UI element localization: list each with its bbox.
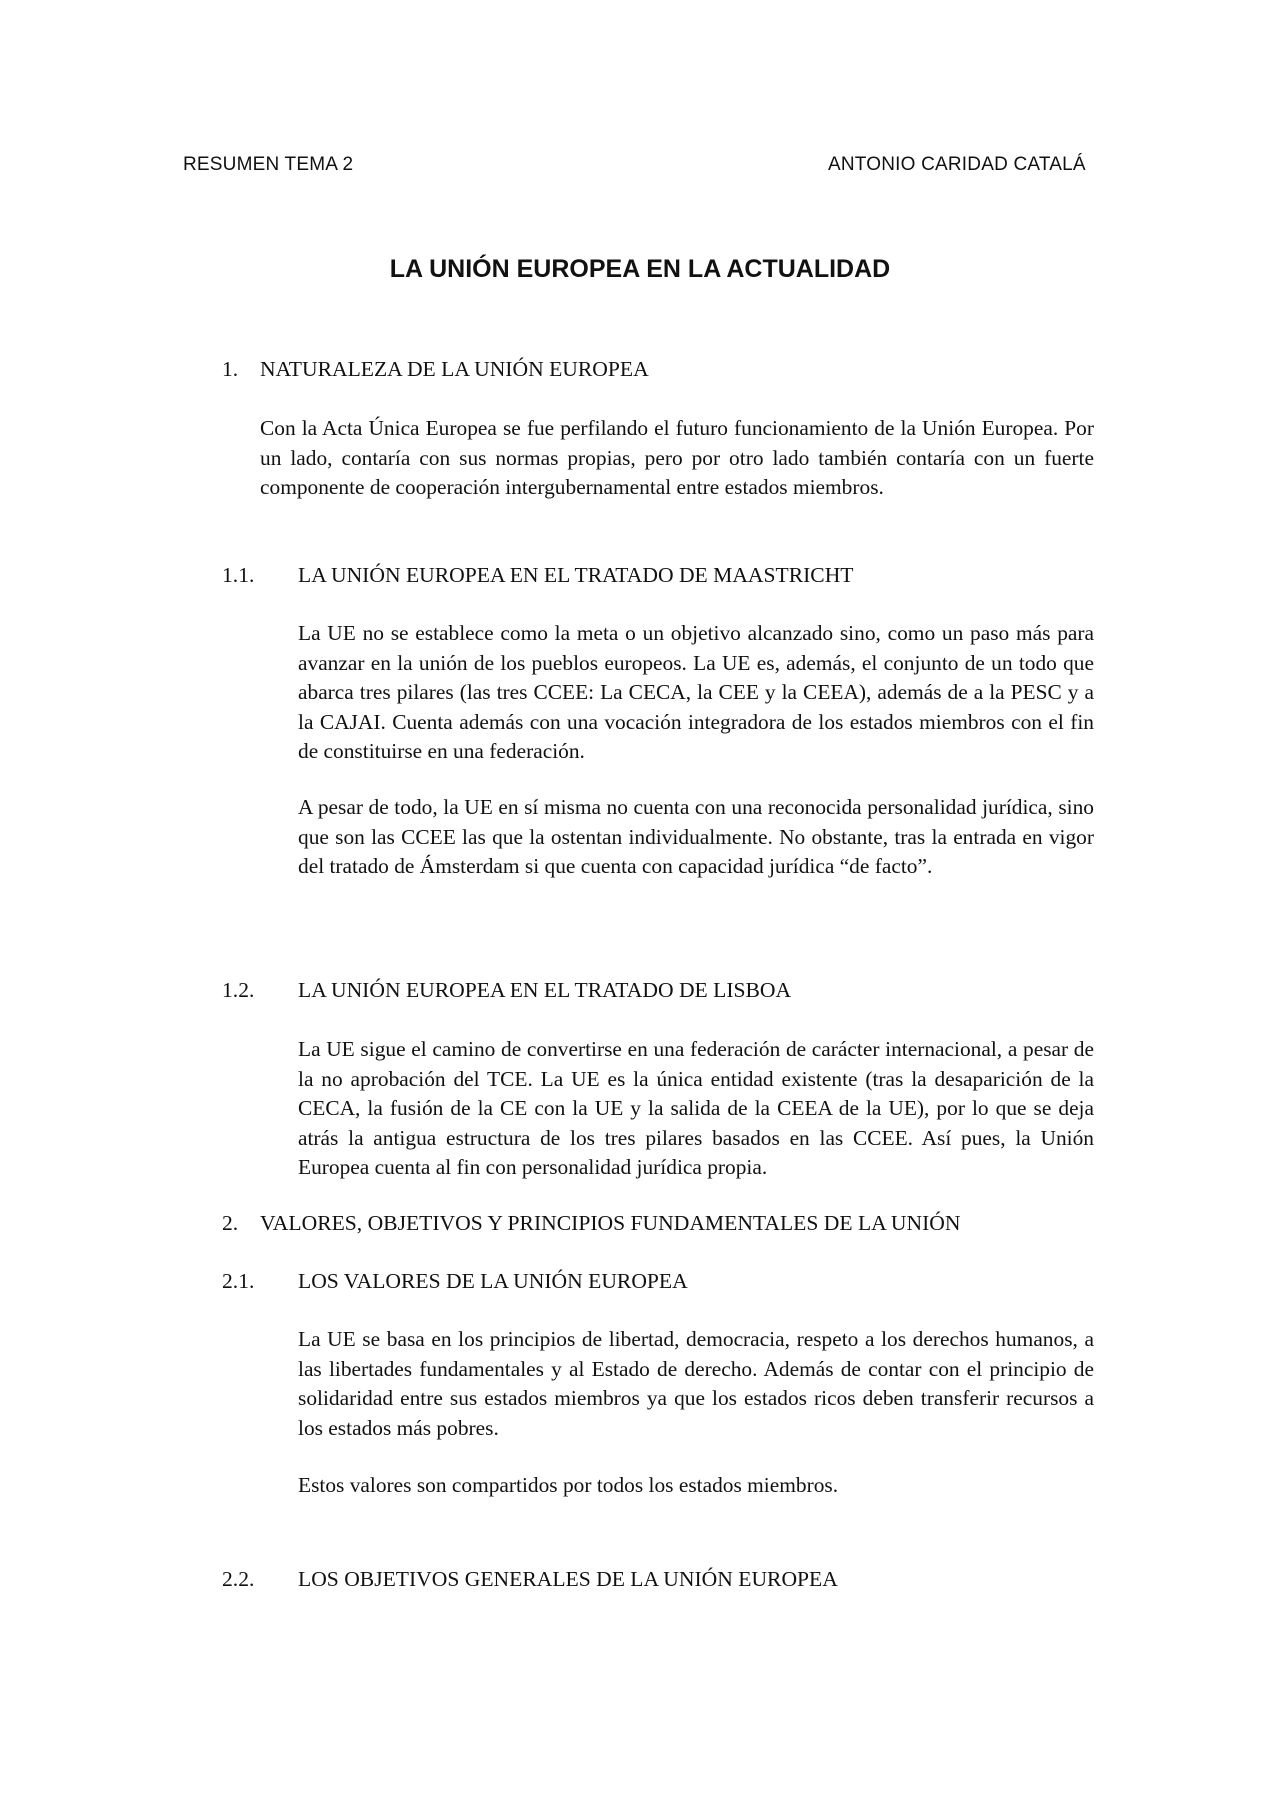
section-2-1-paragraph-2: Estos valores son compartidos por todos los estados miembros. (298, 1473, 839, 1497)
section-1-title: NATURALEZA DE LA UNIÓN EUROPEA (260, 357, 649, 381)
section-1-1-paragraph-2: A pesar de todo, la UE en sí misma no cuenta con una reconocida personalidad jurídica, sino que son las CCEE las que la ostentan individualmente. No obstante, tras la entrada en vigor del tratado de Ámsterdam si que cuenta con capacidad jurídica “de facto”. (298, 795, 1094, 878)
section-2-title: VALORES, OBJETIVOS Y PRINCIPIOS FUNDAMENTALES DE LA UNIÓN (260, 1211, 961, 1235)
section-2-2-number: 2.2. (222, 1567, 255, 1591)
section-2-1-number: 2.1. (222, 1269, 255, 1293)
section-1-number: 1. (222, 357, 239, 381)
section-1-2-title: LA UNIÓN EUROPEA EN EL TRATADO DE LISBOA (298, 978, 792, 1002)
section-2-2-title: LOS OBJETIVOS GENERALES DE LA UNIÓN EUROPEA (298, 1567, 838, 1591)
section-1-2-paragraph-1: La UE sigue el camino de convertirse en una federación de carácter internacional, a pesar de la no aprobación del TCE. La UE es la única entidad existente (tras la desaparición de la CECA, la fusión de la CE con la UE y la salida de la CEEA de la UE), por lo que se deja atrás la antigua estructura de los tres pilares basados en las CCEE. Así pues, la Unión Europea cuenta al fin con personalidad jurídica propia. (298, 1037, 1094, 1179)
header-left-text: RESUMEN TEMA 2 (183, 154, 354, 175)
section-1-1-paragraph-1: La UE no se establece como la meta o un objetivo alcanzado sino, como un paso más para avanzar en la unión de los pueblos europeos. La UE es, además, el conjunto de un todo que abarca tres pilares (las tres CCEE: La CECA, la CEE y la CEEA), además de a la PESC y a la CAJAI. Cuenta además con una vocación integradora de los estados miembros con el fin de constituirse en una federación. (298, 621, 1094, 763)
section-1-1-title: LA UNIÓN EUROPEA EN EL TRATADO DE MAASTRICHT (298, 563, 854, 587)
section-2-number: 2. (222, 1211, 239, 1235)
section-2-1-title: LOS VALORES DE LA UNIÓN EUROPEA (298, 1269, 688, 1293)
section-1-2-number: 1.2. (222, 978, 255, 1002)
document-title: LA UNIÓN EUROPEA EN LA ACTUALIDAD (389, 255, 891, 283)
section-1-1-number: 1.1. (222, 563, 255, 587)
section-2-1-paragraph-1: La UE se basa en los principios de libertad, democracia, respeto a los derechos humanos, a las libertades fundamentales y al Estado de derecho. Además de contar con el principio de solidaridad entre sus estados miembros ya que los estados ricos deben transferir recursos a los estados más pobres. (298, 1327, 1094, 1440)
header-right-text: ANTONIO CARIDAD CATALÁ (828, 154, 1086, 175)
section-1-paragraph-1: Con la Acta Única Europea se fue perfilando el futuro funcionamiento de la Unión Europea. Por un lado, contaría con sus normas propias, pero por otro lado también contaría con un fuerte componente de cooperación intergubernamental entre estados miembros. (260, 416, 1094, 499)
